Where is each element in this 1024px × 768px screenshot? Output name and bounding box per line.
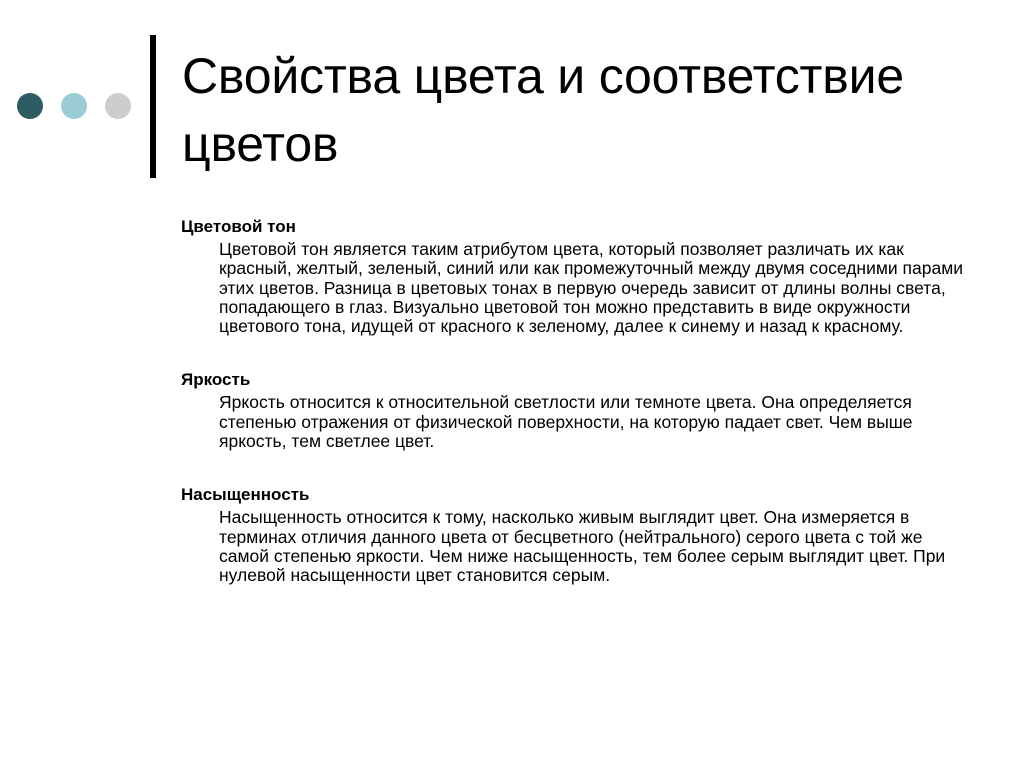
section-brightness <box>181 369 971 451</box>
decorative-dot-dark-teal <box>17 93 43 119</box>
title-divider-bar <box>150 35 156 178</box>
decorative-dot-gray <box>105 93 131 119</box>
section-saturation <box>181 484 971 585</box>
slide-title: Свойства цвета и соответствие цветов <box>182 48 904 172</box>
section-heading-hue: Цветовой тон <box>181 217 296 236</box>
section-body-saturation: Насыщенность относится к тому, насколько живым выглядит цвет. Она измеряется в терминах отличия данного цвета от бесцветного (нейтрального) серого цвета с той же самой степенью яркости. Чем ниже насыщенность, тем более серым выглядит цвет. При нулевой насыщенности цвет становится серым. <box>219 507 946 586</box>
section-hue <box>181 216 971 336</box>
decorative-dot-light-teal <box>61 93 87 119</box>
section-heading-brightness: Яркость <box>181 370 251 390</box>
slide-content <box>181 216 971 586</box>
section-heading-saturation: Насыщенность <box>181 485 310 505</box>
section-body-brightness: Яркость относится к относительной светлости или темноте цвета. Она определяется степенью отражения от физической поверхности, на которую падает свет. Чем выше яркость, тем светлее цвет. <box>219 392 913 452</box>
section-body-hue: Цветовой тон является таким атрибутом цвета, который позволяет различать их как красный, желтый, зеленый, синий или как промежуточный между двумя соседними парами этих цветов. Разница в цветовых тонах в первую очередь зависит от длины волны света, попадающего в глаз. Визуально цветовой тон можно представить в виде окружности цветового тона, идущей от красного к зеленому, далее к синему и назад к красному. <box>219 239 964 337</box>
